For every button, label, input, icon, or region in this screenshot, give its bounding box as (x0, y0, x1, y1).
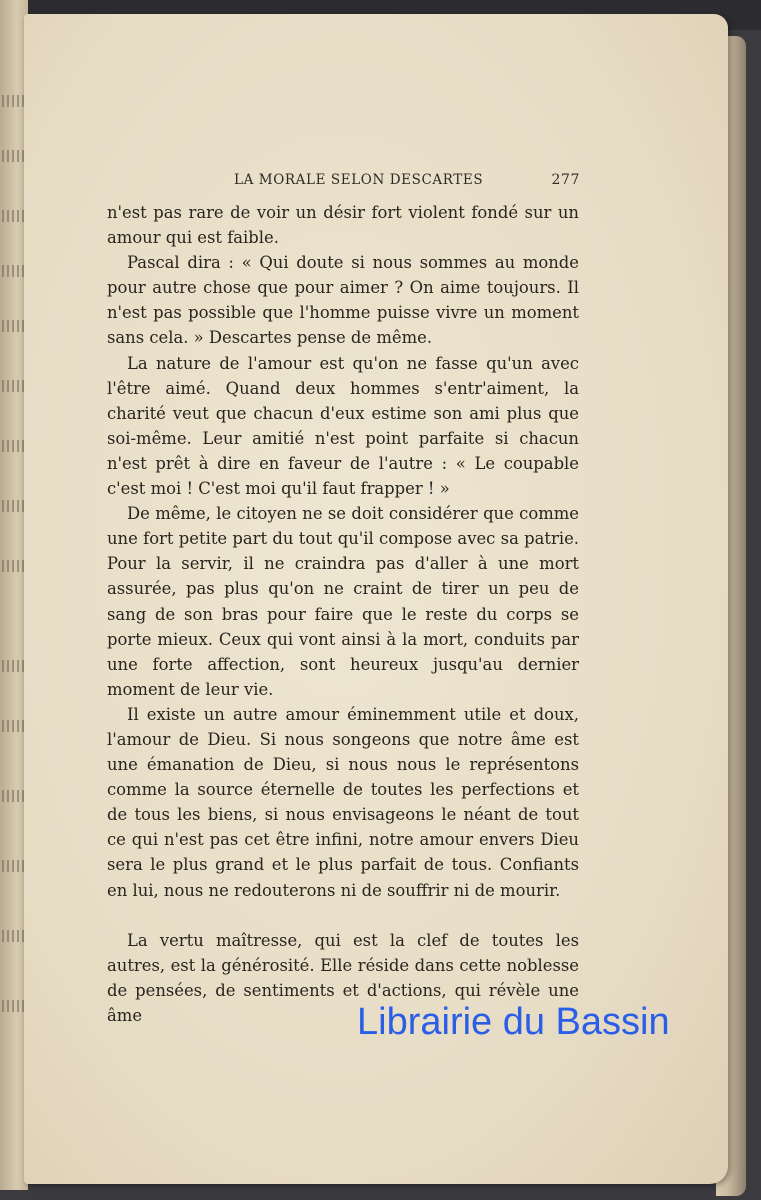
bleed-text-fragment (2, 930, 26, 942)
bleed-text-fragment (2, 560, 26, 572)
body-text (107, 200, 579, 1028)
bleed-text-fragment (2, 320, 26, 332)
paragraph: Pascal dira : « Qui doute si nous sommes au monde pour autre chose que pour aimer ? On aime toujours. Il n'est pas possible que l'homme puisse vivre un moment sans cela. » Descartes pense de même. (107, 253, 579, 348)
bleed-text-fragment (2, 380, 26, 392)
running-head (120, 170, 590, 192)
bleed-text-fragment (2, 265, 26, 277)
bleed-text-fragment (2, 150, 26, 162)
bleed-text-fragment (2, 95, 26, 107)
paragraph: La nature de l'amour est qu'on ne fasse qu'un avec l'être aimé. Quand deux hommes s'entr'aiment, la charité veut que chacun d'eux estime son ami plus que soi-même. Leur amitié n'est point parfaite si chacun n'est prêt à dire en faveur de l'autre : « Le coupable c'est moi ! C'est moi qu'il faut frapper ! » (107, 353, 579, 499)
bleed-text-fragment (2, 500, 26, 512)
bleed-text-fragment (2, 440, 26, 452)
watermark-text: Librairie du Bassin (357, 1001, 670, 1043)
bleed-text-fragment (2, 660, 26, 672)
bleed-text-fragment (2, 720, 26, 732)
bleed-text-fragment (2, 210, 26, 222)
paragraph: De même, le citoyen ne se doit considérer que comme une fort petite part du tout qu'il compose avec sa patrie. Pour la servir, il ne craindra pas d'aller à une mort assurée, pas plus qu'on ne craint de tirer un peu de sang de son bras pour faire que le reste du corps se porte mieux. Ceux qui vont ainsi à la mort, conduits par une forte affection, sont heureux jusqu'au dernier moment de leur vie. (107, 504, 579, 699)
paragraph: n'est pas rare de voir un désir fort violent fondé sur un amour qui est faible. (107, 203, 579, 248)
paragraph: La vertu maîtresse, qui est la clef de toutes les autres, est la générosité. Elle réside dans cette noblesse de pensées, de sentiments et d'actions, qui révèle une âme (107, 930, 579, 1025)
page-number: 277 (551, 172, 580, 188)
bleed-text-fragment (2, 860, 26, 872)
paragraph: Il existe un autre amour éminemment utile et doux, l'amour de Dieu. Si nous songeons que notre âme est une émanation de Dieu, si nous nous le représentons comme la source éternelle de toutes les perfections et de tous les biens, si nous envisageons le néant de tout ce qui n'est pas cet être infini, notre amour envers Dieu sera le plus grand et le plus parfait de tous. Confiants en lui, nous ne redouterons ni de souffrir ni de mourir. (107, 704, 579, 900)
bleed-text-fragment (2, 1000, 26, 1012)
bleed-text-fragment (2, 790, 26, 802)
running-head-title: LA MORALE SELON DESCARTES (234, 172, 484, 188)
